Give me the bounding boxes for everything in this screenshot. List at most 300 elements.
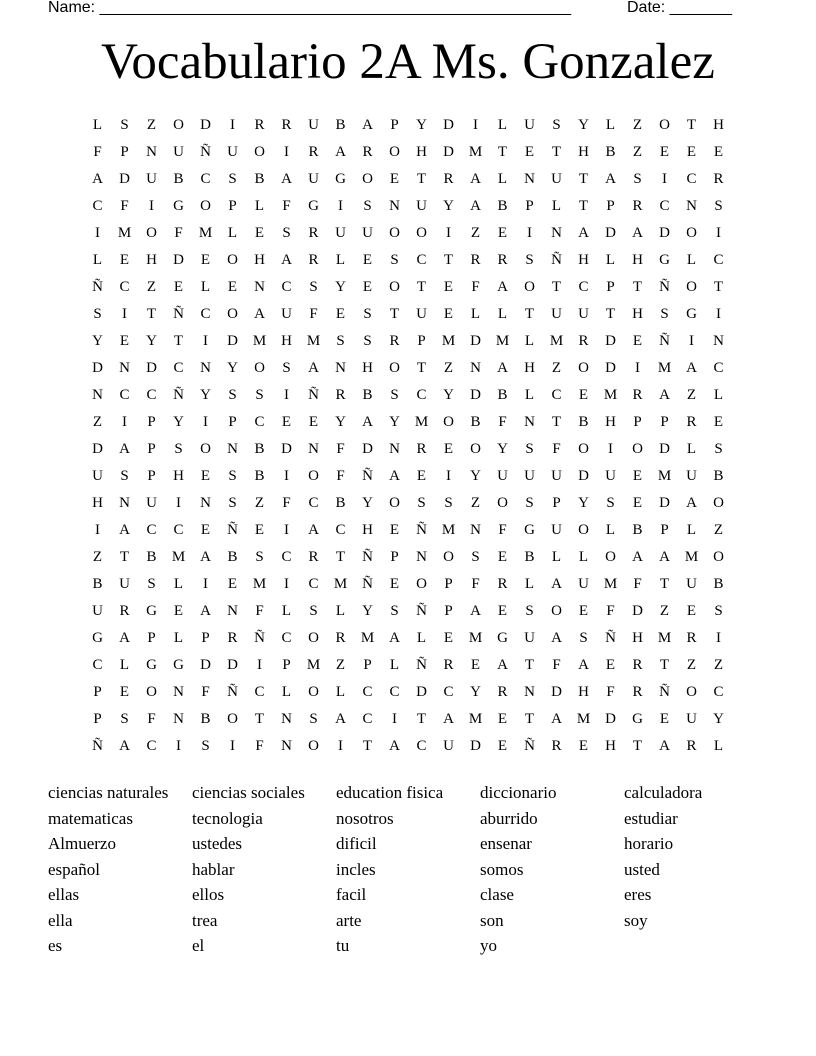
grid-letter: T: [551, 144, 562, 160]
grid-letter: A: [119, 630, 130, 646]
grid-letter: U: [308, 117, 319, 133]
grid-letter: B: [362, 387, 373, 403]
grid-letter: M: [549, 333, 564, 349]
grid-letter: S: [390, 252, 399, 268]
grid-letter: M: [657, 630, 672, 646]
grid-letter: M: [468, 711, 483, 727]
grid-letter: U: [524, 117, 535, 133]
grid-letter: F: [552, 441, 561, 457]
grid-letter: Y: [470, 684, 481, 700]
grid-letter: O: [686, 225, 697, 241]
grid-row: [84, 301, 732, 328]
grid-letter: M: [684, 549, 699, 565]
grid-letter: Y: [470, 468, 481, 484]
grid-letter: H: [146, 252, 157, 268]
grid-letter: M: [441, 333, 456, 349]
grid-letter: L: [281, 603, 292, 619]
grid-letter: S: [660, 306, 669, 322]
grid-letter: C: [92, 657, 103, 673]
grid-letter: A: [200, 549, 211, 565]
grid-letter: F: [120, 198, 129, 214]
grid-letter: F: [255, 603, 264, 619]
grid-letter: H: [632, 630, 643, 646]
grid-letter: U: [686, 576, 697, 592]
grid-letter: S: [282, 225, 291, 241]
grid-letter: M: [657, 468, 672, 484]
grid-letter: N: [227, 441, 238, 457]
grid-letter: F: [471, 279, 480, 295]
grid-letter: D: [443, 117, 454, 133]
worksheet-title: Vocabulario 2A Ms. Gonzalez: [101, 34, 715, 90]
word-bank-item: hablar: [192, 859, 235, 879]
grid-letter: F: [606, 684, 615, 700]
grid-letter: Ñ: [92, 279, 103, 295]
grid-letter: O: [713, 495, 724, 511]
grid-letter: C: [200, 306, 211, 322]
grid-letter: L: [227, 225, 238, 241]
grid-letter: C: [281, 549, 292, 565]
grid-letter: F: [201, 684, 210, 700]
grid-letter: O: [443, 414, 454, 430]
grid-letter: H: [362, 360, 373, 376]
grid-letter: E: [497, 225, 508, 241]
grid-letter: C: [416, 387, 427, 403]
grid-letter: B: [605, 144, 616, 160]
grid-letter: P: [147, 441, 156, 457]
grid-letter: Z: [551, 360, 562, 376]
grid-letter: B: [254, 441, 265, 457]
grid-letter: N: [308, 441, 319, 457]
grid-letter: G: [92, 630, 103, 646]
grid-letter: E: [281, 414, 292, 430]
grid-letter: D: [470, 738, 481, 754]
grid-row: [84, 571, 732, 598]
grid-letter: E: [497, 738, 508, 754]
grid-row: [84, 625, 732, 652]
grid-letter: S: [633, 171, 642, 187]
grid-letter: H: [713, 117, 724, 133]
grid-letter: S: [174, 441, 183, 457]
grid-letter: R: [551, 738, 562, 754]
grid-letter: C: [119, 387, 130, 403]
grid-letter: A: [497, 360, 508, 376]
grid-letter: A: [389, 468, 400, 484]
grid-letter: L: [524, 387, 535, 403]
grid-letter: N: [551, 225, 562, 241]
grid-letter: L: [254, 198, 265, 214]
grid-letter: L: [497, 306, 508, 322]
grid-letter: R: [443, 171, 454, 187]
name-field-label: Name: _____________________________________________________: [48, 0, 572, 16]
word-bank-item: Almuerzo: [48, 834, 116, 853]
grid-letter: Y: [173, 414, 184, 430]
grid-letter: I: [176, 495, 181, 511]
grid-letter: P: [444, 576, 453, 592]
grid-letter: R: [335, 387, 346, 403]
grid-letter: Y: [200, 387, 211, 403]
grid-letter: O: [227, 711, 238, 727]
grid-letter: L: [605, 252, 616, 268]
grid-letter: A: [308, 360, 319, 376]
grid-letter: G: [173, 657, 184, 673]
grid-letter: A: [497, 279, 508, 295]
grid-row: [84, 490, 732, 517]
grid-row: [84, 409, 732, 436]
grid-letter: N: [713, 333, 724, 349]
grid-letter: A: [551, 711, 562, 727]
grid-letter: L: [551, 198, 562, 214]
grid-letter: R: [632, 198, 643, 214]
grid-letter: S: [120, 468, 129, 484]
grid-letter: N: [524, 684, 535, 700]
grid-letter: S: [606, 495, 615, 511]
grid-letter: E: [362, 252, 373, 268]
grid-letter: A: [389, 738, 400, 754]
grid-letter: O: [308, 738, 319, 754]
grid-letter: Z: [146, 117, 157, 133]
grid-letter: P: [660, 522, 669, 538]
grid-letter: D: [362, 441, 373, 457]
grid-letter: I: [446, 468, 451, 484]
grid-letter: D: [92, 441, 103, 457]
grid-letter: I: [662, 171, 667, 187]
grid-letter: B: [335, 495, 346, 511]
grid-letter: I: [284, 144, 289, 160]
grid-letter: Y: [362, 495, 373, 511]
grid-letter: P: [147, 414, 156, 430]
grid-letter: L: [470, 306, 481, 322]
grid-letter: R: [362, 144, 373, 160]
grid-letter: C: [416, 252, 427, 268]
grid-letter: Y: [335, 279, 346, 295]
grid-letter: C: [200, 171, 211, 187]
grid-letter: L: [524, 576, 535, 592]
grid-letter: S: [471, 549, 480, 565]
grid-letter: D: [605, 225, 616, 241]
grid-letter: R: [578, 333, 589, 349]
grid-letter: C: [335, 522, 346, 538]
word-bank-item: calculadora: [624, 783, 703, 802]
grid-letter: S: [255, 387, 264, 403]
grid-letter: A: [551, 576, 562, 592]
grid-letter: G: [308, 198, 319, 214]
grid-letter: H: [524, 360, 535, 376]
word-bank-item: arte: [336, 910, 362, 930]
grid-letter: T: [416, 279, 427, 295]
grid-letter: O: [713, 549, 724, 565]
word-bank-item: yo: [480, 936, 497, 955]
grid-letter: C: [713, 684, 724, 700]
grid-letter: E: [578, 387, 589, 403]
word-bank-column: [336, 780, 480, 959]
grid-letter: N: [173, 684, 184, 700]
grid-letter: L: [497, 117, 508, 133]
grid-letter: L: [281, 684, 292, 700]
grid-letter: N: [281, 711, 292, 727]
grid-letter: Ñ: [92, 738, 103, 754]
grid-letter: P: [363, 657, 372, 673]
grid-letter: A: [578, 225, 589, 241]
grid-letter: U: [578, 576, 589, 592]
grid-letter: P: [147, 630, 156, 646]
grid-letter: R: [686, 630, 697, 646]
grid-letter: F: [498, 522, 507, 538]
grid-letter: O: [227, 252, 238, 268]
grid-letter: F: [606, 603, 615, 619]
grid-letter: N: [281, 738, 292, 754]
grid-letter: A: [362, 117, 373, 133]
grid-letter: N: [200, 495, 211, 511]
grid-letter: O: [308, 468, 319, 484]
header-fields: [48, 0, 748, 20]
grid-letter: G: [686, 306, 697, 322]
grid-letter: Ñ: [173, 306, 184, 322]
grid-letter: Z: [470, 495, 481, 511]
grid-letter: D: [227, 657, 238, 673]
grid-letter: L: [119, 657, 130, 673]
grid-letter: M: [252, 333, 267, 349]
grid-letter: T: [416, 360, 427, 376]
grid-letter: T: [146, 306, 157, 322]
grid-letter: Ñ: [416, 657, 427, 673]
grid-letter: A: [659, 387, 670, 403]
grid-letter: L: [416, 630, 427, 646]
grid-letter: U: [551, 306, 562, 322]
grid-letter: E: [443, 441, 454, 457]
word-bank-item: soy: [624, 910, 648, 930]
grid-letter: S: [363, 306, 372, 322]
grid-letter: H: [173, 468, 184, 484]
grid-letter: N: [389, 198, 400, 214]
grid-letter: G: [524, 522, 535, 538]
grid-letter: M: [468, 630, 483, 646]
word-bank-item: tecnologia: [192, 808, 263, 828]
grid-letter: I: [716, 630, 721, 646]
grid-letter: D: [578, 468, 589, 484]
grid-letter: S: [309, 279, 318, 295]
grid-letter: I: [284, 522, 289, 538]
grid-letter: M: [117, 225, 132, 241]
grid-letter: U: [551, 522, 562, 538]
grid-letter: R: [686, 738, 697, 754]
grid-letter: C: [254, 684, 265, 700]
grid-letter: F: [255, 738, 264, 754]
grid-letter: O: [254, 144, 265, 160]
grid-letter: E: [659, 711, 670, 727]
grid-letter: N: [92, 387, 103, 403]
grid-letter: R: [686, 414, 697, 430]
grid-letter: Y: [146, 333, 157, 349]
grid-letter: T: [416, 711, 427, 727]
grid-letter: R: [713, 171, 724, 187]
grid-row: [84, 274, 732, 301]
grid-letter: E: [389, 576, 400, 592]
grid-letter: P: [552, 495, 561, 511]
word-bank-item: ella: [48, 910, 73, 930]
grid-letter: F: [633, 576, 642, 592]
grid-letter: O: [173, 117, 184, 133]
grid-letter: L: [335, 684, 346, 700]
grid-letter: T: [389, 306, 400, 322]
grid-letter: M: [171, 549, 186, 565]
grid-letter: Ñ: [308, 387, 319, 403]
grid-letter: U: [605, 468, 616, 484]
grid-letter: P: [282, 657, 291, 673]
grid-row: [84, 598, 732, 625]
grid-letter: O: [524, 279, 535, 295]
grid-letter: Z: [335, 657, 346, 673]
grid-letter: B: [713, 468, 724, 484]
grid-letter: O: [254, 360, 265, 376]
grid-letter: E: [389, 171, 400, 187]
grid-letter: B: [173, 171, 184, 187]
grid-letter: T: [173, 333, 184, 349]
grid-letter: Ñ: [524, 738, 535, 754]
grid-letter: I: [122, 414, 127, 430]
grid-letter: B: [713, 576, 724, 592]
word-bank-item: diccionario: [480, 783, 557, 802]
grid-letter: H: [92, 495, 103, 511]
grid-letter: U: [524, 468, 535, 484]
grid-letter: T: [497, 144, 508, 160]
grid-letter: T: [443, 252, 454, 268]
grid-letter: L: [524, 333, 535, 349]
grid-letter: A: [632, 549, 643, 565]
grid-row: [84, 436, 732, 463]
grid-letter: M: [360, 630, 375, 646]
grid-letter: B: [146, 549, 157, 565]
grid-letter: D: [659, 495, 670, 511]
grid-letter: I: [284, 468, 289, 484]
grid-letter: B: [497, 198, 508, 214]
grid-letter: C: [362, 711, 373, 727]
grid-letter: A: [551, 630, 562, 646]
grid-letter: T: [686, 117, 697, 133]
grid-letter: G: [146, 603, 157, 619]
grid-letter: O: [362, 171, 373, 187]
grid-letter: I: [338, 738, 343, 754]
grid-letter: C: [146, 738, 157, 754]
grid-letter: E: [686, 603, 697, 619]
grid-letter: T: [659, 657, 670, 673]
grid-row: [84, 328, 732, 355]
grid-letter: R: [308, 549, 319, 565]
grid-letter: A: [254, 306, 265, 322]
grid-letter: R: [416, 441, 427, 457]
grid-letter: C: [173, 522, 184, 538]
grid-letter: E: [686, 144, 697, 160]
grid-letter: U: [362, 225, 373, 241]
grid-row: [84, 652, 732, 679]
grid-letter: N: [254, 279, 265, 295]
grid-letter: H: [254, 252, 265, 268]
grid-letter: N: [416, 549, 427, 565]
grid-letter: I: [257, 657, 262, 673]
word-bank-item: education fisica: [336, 783, 444, 802]
grid-letter: U: [146, 495, 157, 511]
grid-letter: O: [308, 684, 319, 700]
word-bank-item: facil: [336, 885, 367, 904]
grid-letter: B: [632, 522, 643, 538]
grid-letter: M: [603, 387, 618, 403]
grid-letter: E: [119, 252, 130, 268]
grid-letter: I: [203, 576, 208, 592]
grid-letter: B: [200, 711, 211, 727]
grid-letter: U: [416, 306, 427, 322]
grid-letter: P: [228, 198, 237, 214]
grid-letter: T: [335, 549, 346, 565]
grid-letter: S: [120, 711, 129, 727]
grid-letter: C: [254, 414, 265, 430]
word-bank-item: eres: [624, 885, 652, 904]
grid-letter: E: [632, 495, 643, 511]
grid-letter: D: [470, 333, 481, 349]
grid-letter: E: [119, 333, 130, 349]
grid-letter: C: [92, 198, 103, 214]
grid-letter: A: [659, 738, 670, 754]
word-bank-column: [624, 780, 768, 959]
word-bank-item: usted: [624, 859, 660, 879]
grid-letter: C: [551, 387, 562, 403]
grid-letter: C: [443, 684, 454, 700]
grid-letter: Ñ: [416, 603, 427, 619]
grid-letter: E: [335, 306, 346, 322]
grid-letter: S: [363, 198, 372, 214]
word-bank-item: trea: [192, 910, 218, 930]
grid-letter: N: [686, 198, 697, 214]
grid-letter: D: [200, 657, 211, 673]
grid-letter: L: [686, 441, 697, 457]
grid-letter: A: [470, 603, 481, 619]
grid-letter: R: [632, 657, 643, 673]
grid-letter: U: [92, 468, 103, 484]
grid-letter: E: [227, 576, 238, 592]
grid-letter: F: [174, 225, 183, 241]
grid-letter: R: [497, 576, 508, 592]
grid-letter: T: [524, 306, 535, 322]
grid-letter: M: [414, 414, 429, 430]
grid-letter: S: [444, 495, 453, 511]
grid-letter: E: [254, 522, 265, 538]
grid-letter: P: [201, 630, 210, 646]
grid-letter: S: [525, 495, 534, 511]
grid-letter: S: [255, 549, 264, 565]
grid-letter: E: [254, 225, 265, 241]
grid-letter: C: [308, 495, 319, 511]
grid-letter: I: [716, 306, 721, 322]
grid-letter: U: [551, 468, 562, 484]
grid-letter: Ñ: [362, 468, 373, 484]
word-bank-item: son: [480, 910, 504, 930]
grid-row: [84, 139, 732, 166]
grid-letter: I: [392, 711, 397, 727]
grid-letter: P: [93, 711, 102, 727]
grid-letter: C: [146, 522, 157, 538]
grid-letter: C: [362, 684, 373, 700]
grid-letter: Z: [254, 495, 265, 511]
grid-letter: I: [203, 333, 208, 349]
grid-letter: C: [281, 279, 292, 295]
date-field-label: Date: _______: [627, 0, 732, 16]
grid-letter: E: [200, 468, 211, 484]
grid-letter: S: [525, 603, 534, 619]
grid-letter: E: [497, 711, 508, 727]
grid-letter: E: [713, 414, 724, 430]
grid-letter: S: [228, 468, 237, 484]
grid-letter: E: [443, 279, 454, 295]
grid-letter: S: [309, 711, 318, 727]
grid-letter: A: [281, 252, 292, 268]
